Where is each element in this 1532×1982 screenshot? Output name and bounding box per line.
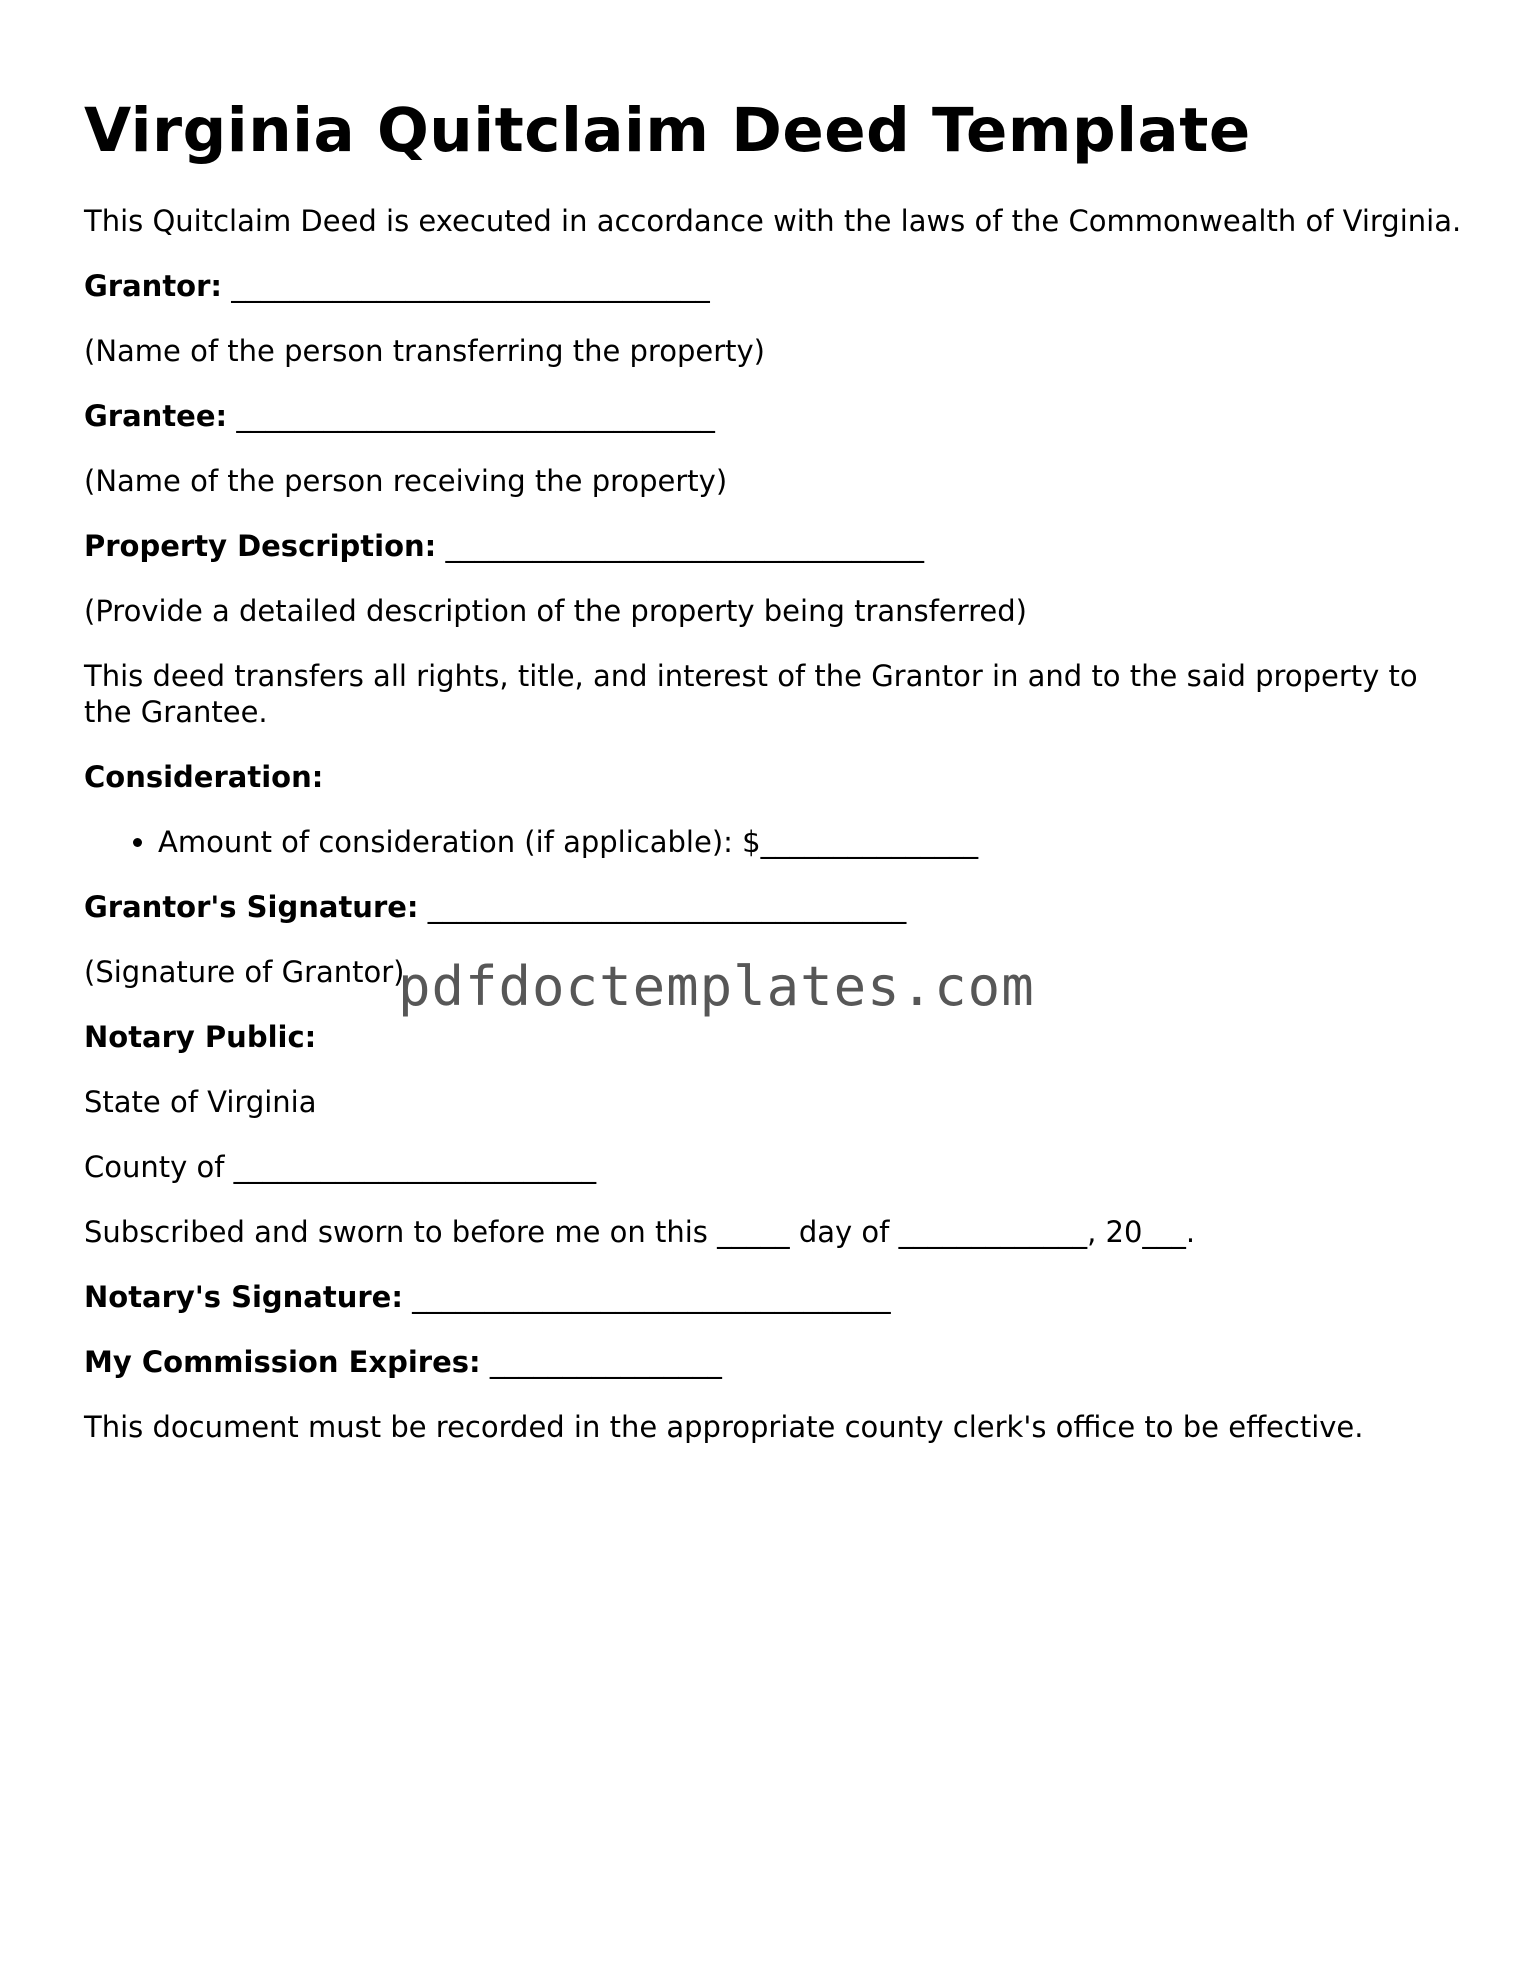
notary-label: Notary Public: <box>84 1020 317 1054</box>
grantor-line <box>84 268 1464 304</box>
commission-blank[interactable]: ________________ <box>480 1345 722 1379</box>
grantee-note: (Name of the person receiving the property) <box>84 464 728 498</box>
property-line <box>84 528 1464 564</box>
grantor-signature-note: (Signature of Grantor) <box>84 955 405 989</box>
watermark: pdfdoctemplates.com <box>398 955 1035 1018</box>
grantor-signature-blank[interactable]: _________________________________ <box>418 890 907 924</box>
notary-line <box>84 1019 1464 1055</box>
grantee-line <box>84 398 1464 434</box>
transfer-paragraph: This deed transfers all rights, title, and interest of the Grantor in and to the said property to the Grantee. <box>84 659 1418 729</box>
property-blank[interactable]: _________________________________ <box>436 529 924 563</box>
document-title: Virginia Quitclaim Deed Template <box>84 95 1251 166</box>
notary-signature-blank[interactable]: _________________________________ <box>402 1280 891 1314</box>
footer-paragraph: This document must be recorded in the appropriate county clerk's office to be effective. <box>84 1410 1364 1444</box>
grantor-label: Grantor: <box>84 269 223 303</box>
grantor-signature-label: Grantor's Signature: <box>84 890 419 924</box>
consideration-amount-item[interactable]: • Amount of consideration (if applicable): $_______________ <box>158 824 1464 860</box>
notary-signature-label: Notary's Signature: <box>84 1280 403 1314</box>
grantee-blank[interactable]: _________________________________ <box>227 399 715 433</box>
notary-state: State of Virginia <box>84 1085 317 1119</box>
grantor-signature-line <box>84 889 1464 925</box>
property-label: Property Description: <box>84 529 437 563</box>
document-page <box>84 95 1464 1474</box>
grantor-note: (Name of the person transferring the property) <box>84 334 765 368</box>
notary-sworn[interactable]: Subscribed and sworn to before me on this _____ day of _____________, 20___. <box>84 1215 1196 1249</box>
grantor-blank[interactable]: _________________________________ <box>222 269 710 303</box>
notary-county[interactable]: County of _________________________ <box>84 1150 597 1184</box>
consideration-line <box>84 759 1464 795</box>
consideration-label: Consideration: <box>84 760 324 794</box>
intro-paragraph: This Quitclaim Deed is executed in accordance with the laws of the Commonwealth of Virginia. <box>84 204 1462 238</box>
consideration-list <box>84 824 1464 860</box>
commission-label: My Commission Expires: <box>84 1345 481 1379</box>
notary-signature-line <box>84 1279 1464 1315</box>
grantee-label: Grantee: <box>84 399 228 433</box>
property-note: (Provide a detailed description of the property being transferred) <box>84 594 1027 628</box>
commission-line <box>84 1344 1464 1380</box>
